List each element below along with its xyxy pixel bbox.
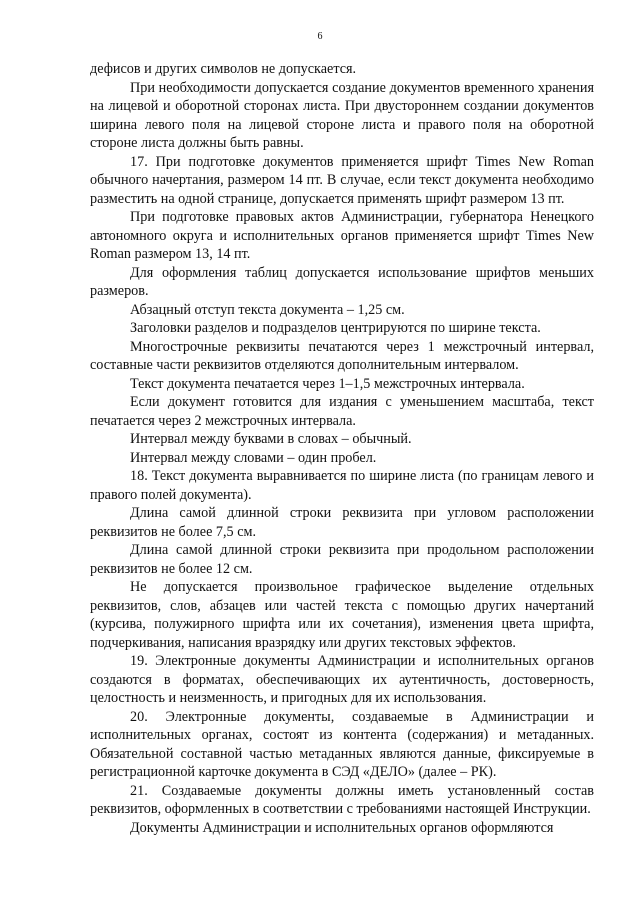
paragraph-letter-spacing: Интервал между буквами в словах – обычный.	[130, 431, 412, 447]
paragraph-scaled-publication: Если документ готовится для издания с уменьшением масштаба, текст печатается через 2 межстрочных интервала.	[90, 394, 594, 429]
paragraph-item-17: 17. При подготовке документов применяется шрифт Times New Roman обычного начертания, размером 14 пт. В случае, если текст документа необходимо разместить на одной странице, допускается применять шрифт размером 13 пт.	[90, 153, 594, 207]
paragraph-item-20: 20. Электронные документы, создаваемые в Администрации и исполнительных органах, состоят из контента (содержания) и метаданных. Обязательной составной частью метаданных являются данные, фиксируемые в регистрационной карточке документа в СЭД «ДЕЛО» (далее – РК).	[90, 708, 594, 780]
paragraph-item-18: 18. Текст документа выравнивается по ширине листа (по границам левого и правого полей документа).	[90, 468, 594, 503]
page-number: 6	[317, 31, 323, 42]
paragraph-multiline-requisites: Многострочные реквизиты печатаются через 1 межстрочный интервал, составные части реквизитов отделяются дополнительным интервалом.	[90, 338, 594, 373]
paragraph-double-sided: При необходимости допускается создание документов временного хранения на лицевой и оборотной сторонах листа. При двустороннем создании документов ширина левого поля на лицевой стороне листа и правого поля на оборотной стороне листа должны быть равны.	[90, 79, 594, 151]
paragraph-continuation: дефисов и других символов не допускается.	[90, 61, 357, 77]
paragraph-line-spacing: Текст документа печатается через 1–1,5 межстрочных интервала.	[130, 375, 525, 392]
paragraph-corner-layout: Длина самой длинной строки реквизита при угловом расположении реквизитов не более 7,5 см.	[90, 505, 594, 540]
paragraph-documents-formatting: Документы Администрации и исполнительных органов оформляются	[130, 819, 554, 836]
paragraph-no-highlighting: Не допускается произвольное графическое выделение отдельных реквизитов, слов, абзацев или частей текста с помощью других начертаний (курсива, полужирного шрифта или их сочетания), изменения цвета шрифта, подчеркивания, написания вразрядку или других текстовых эффектов.	[90, 579, 594, 651]
paragraph-legal-acts-font: При подготовке правовых актов Администрации, губернатора Ненецкого автономного округа и исполнительных органов применяется шрифт Times New Roman размером 13, 14 пт.	[90, 209, 594, 262]
paragraph-headings: Заголовки разделов и подразделов центрируются по ширине текста.	[130, 320, 541, 336]
paragraph-tables-font: Для оформления таблиц допускается использование шрифтов меньших размеров.	[90, 264, 594, 299]
paragraph-item-21: 21. Создаваемые документы должны иметь установленный состав реквизитов, оформленных в соответствии с требованиями настоящей Инструкции.	[90, 782, 594, 817]
paragraph-item-19: 19. Электронные документы Администрации и исполнительных органов создаются в форматах, обеспечивающих их аутентичность, достоверность, целостность и неизменность, и пригодных для их использования.	[90, 653, 594, 706]
paragraph-indent: Абзацный отступ текста документа – 1,25 см.	[130, 301, 405, 318]
document-body	[90, 60, 594, 837]
paragraph-longitudinal-layout: Длина самой длинной строки реквизита при продольном расположении реквизитов не более 12 см.	[90, 542, 594, 577]
paragraph-word-spacing: Интервал между словами – один пробел.	[130, 449, 377, 466]
